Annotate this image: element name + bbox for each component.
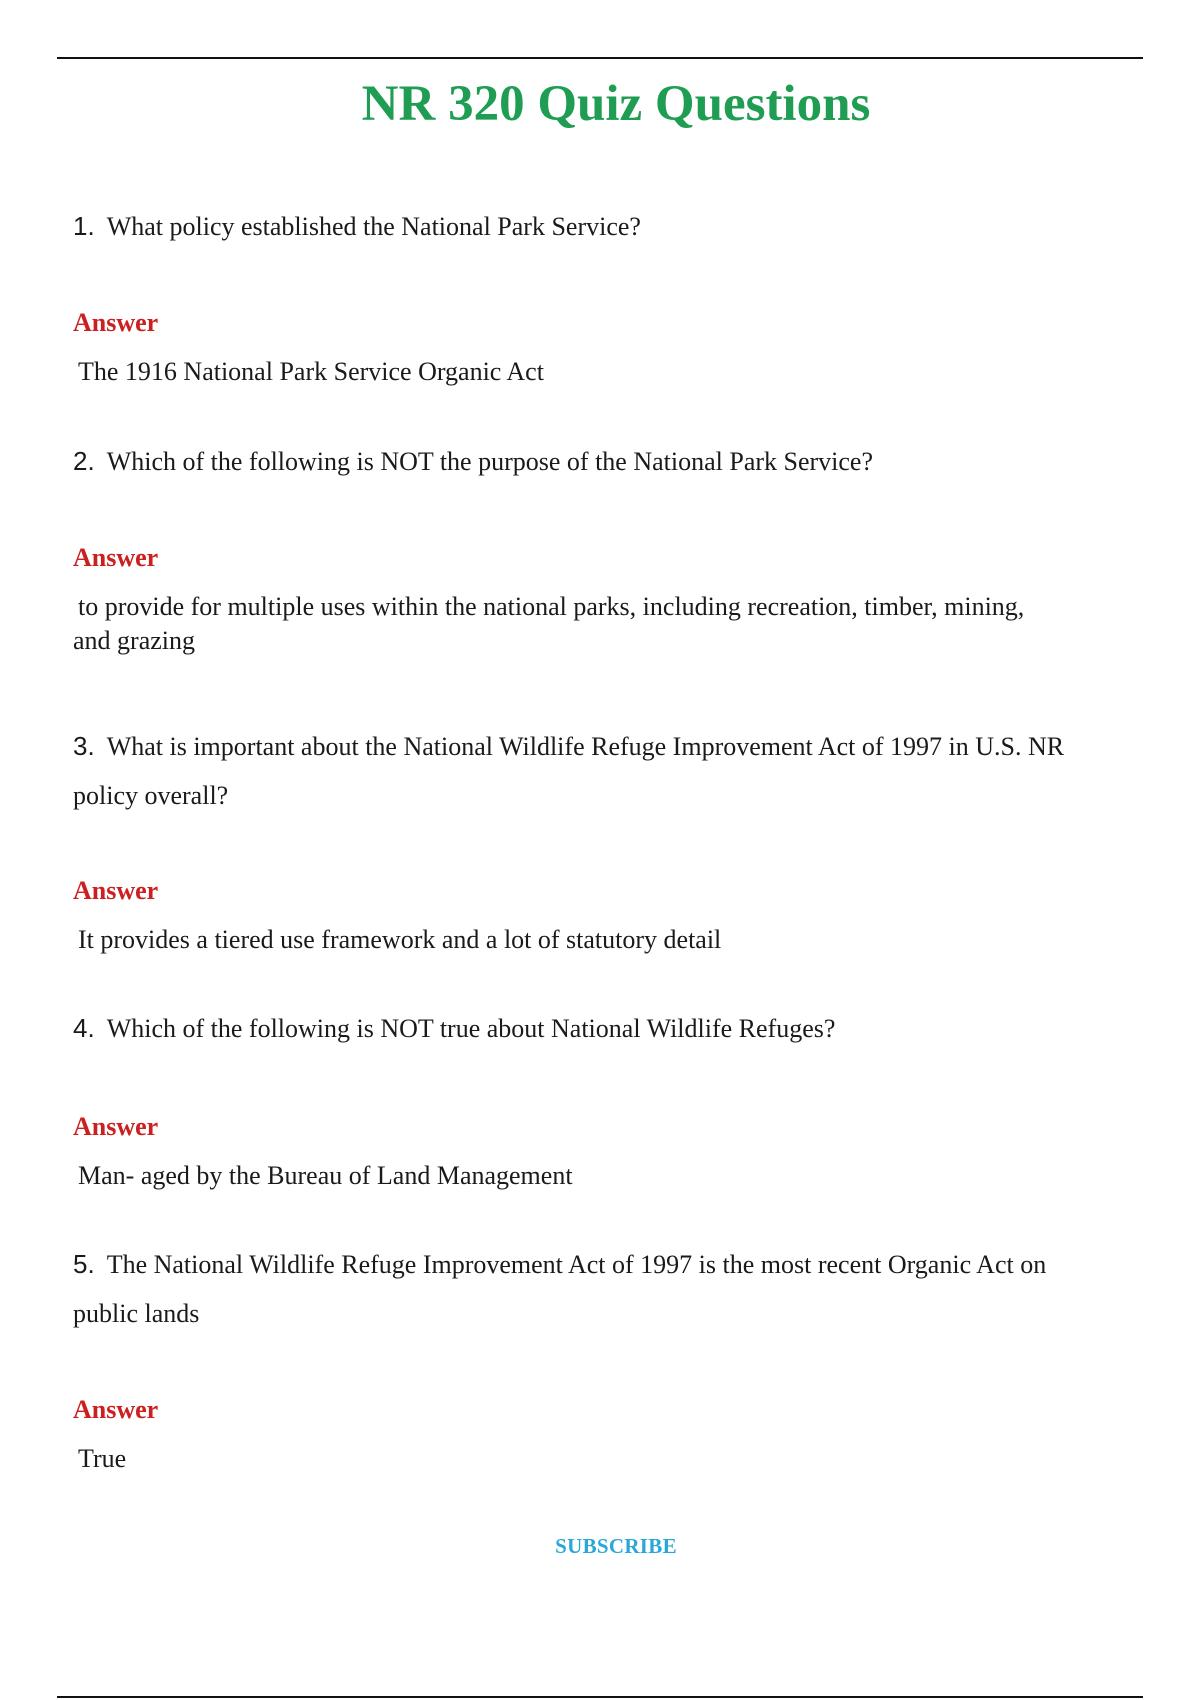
answer-text-line-1: to provide for multiple uses within the national parks, including recreation, timber, mining, bbox=[78, 592, 1025, 621]
answer-text: Man- aged by the Bureau of Land Management bbox=[78, 1161, 573, 1190]
question-block-2 bbox=[73, 437, 1113, 486]
answer-text: The 1916 National Park Service Organic Act bbox=[78, 357, 544, 386]
answer-block-4 bbox=[73, 1110, 1113, 1193]
question-3 bbox=[73, 722, 1113, 820]
question-block-1 bbox=[73, 202, 1113, 251]
question-1 bbox=[73, 202, 1113, 251]
answer-label: Answer bbox=[73, 876, 159, 905]
answer-label: Answer bbox=[73, 1112, 159, 1141]
answer-block-3 bbox=[73, 874, 1113, 957]
question-block-4 bbox=[73, 1004, 1113, 1053]
question-number: 5. bbox=[73, 1249, 95, 1279]
answer-label: Answer bbox=[73, 1395, 159, 1424]
question-number: 4. bbox=[73, 1013, 95, 1043]
page-title: NR 320 Quiz Questions bbox=[361, 76, 871, 132]
question-number: 1. bbox=[73, 211, 95, 241]
answer-text: It provides a tiered use framework and a lot of statutory detail bbox=[78, 925, 722, 954]
question-number: 2. bbox=[73, 446, 95, 476]
subscribe-link[interactable]: SUBSCRIBE bbox=[555, 1534, 677, 1558]
answer-block-1 bbox=[73, 306, 1113, 389]
question-5 bbox=[73, 1240, 1113, 1338]
question-text: The National Wildlife Refuge Improvement Act of 1997 is the most recent Organic Act on public lands bbox=[73, 1250, 1047, 1328]
answer-block-2 bbox=[73, 541, 1113, 658]
question-text: Which of the following is NOT true about National Wildlife Refuges? bbox=[106, 1014, 836, 1043]
answer-block-5 bbox=[73, 1393, 1113, 1476]
question-block-5 bbox=[73, 1240, 1113, 1338]
question-text: What is important about the National Wildlife Refuge Improvement Act of 1997 in U.S. NR policy overall? bbox=[73, 732, 1065, 810]
bottom-divider bbox=[57, 1696, 1143, 1698]
answer-text: True bbox=[78, 1444, 127, 1473]
answer-label: Answer bbox=[73, 543, 159, 572]
question-text: Which of the following is NOT the purpose of the National Park Service? bbox=[106, 447, 874, 476]
answer-text-line-2: and grazing bbox=[73, 626, 196, 655]
question-2 bbox=[73, 437, 1113, 486]
answer-text bbox=[73, 590, 1113, 658]
top-divider bbox=[57, 57, 1143, 59]
question-number: 3. bbox=[73, 731, 95, 761]
answer-label: Answer bbox=[73, 308, 159, 337]
question-block-3 bbox=[73, 722, 1113, 820]
question-text: What policy established the National Park Service? bbox=[106, 212, 641, 241]
question-4 bbox=[73, 1004, 1113, 1053]
